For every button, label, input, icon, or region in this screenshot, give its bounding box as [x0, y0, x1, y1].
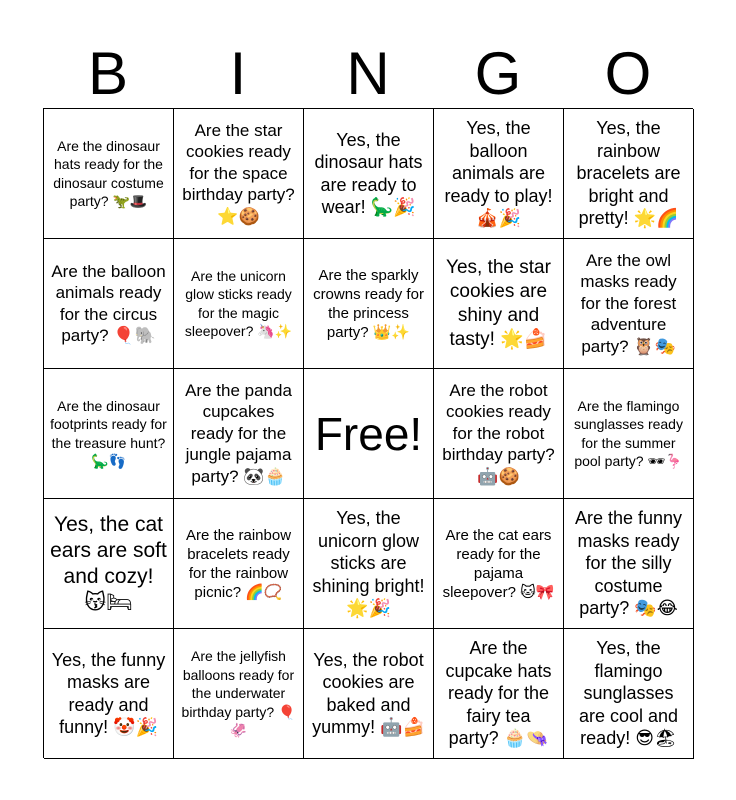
cell-text: Are the star cookies ready for the space birthday party? ⭐🍪: [182, 120, 295, 226]
cell-text: Are the cat ears ready for the pajama sleepover? 🐱🎀: [442, 526, 555, 601]
bingo-cell-r4-c1[interactable]: [44, 499, 174, 629]
bingo-cell-r4-c4[interactable]: [434, 499, 564, 629]
header-letter-i: I: [229, 40, 247, 107]
bingo-card: [43, 108, 693, 758]
bingo-header: [43, 40, 693, 108]
bingo-cell-r1-c4[interactable]: [434, 109, 564, 239]
cell-text: Are the robot cookies ready for the robot birthday party? 🤖🍪: [442, 380, 555, 486]
cell-text: Are the unicorn glow sticks ready for the magic sleepover? 🦄✨: [184, 267, 293, 339]
bingo-cell-r4-c2[interactable]: [174, 499, 304, 629]
bingo-cell-r5-c4[interactable]: [434, 629, 564, 759]
bingo-cell-r1-c2[interactable]: [174, 109, 304, 239]
bingo-cell-r3-c4[interactable]: [434, 369, 564, 499]
cell-text: Are the funny masks ready for the silly costume party? 🎭😂: [574, 508, 683, 619]
cell-text: Are the balloon animals ready for the circus party? 🎈🐘: [51, 261, 166, 345]
header-letter-b: B: [87, 40, 129, 107]
bingo-cell-r5-c1[interactable]: [44, 629, 174, 759]
bingo-cell-r2-c3[interactable]: [304, 239, 434, 369]
cell-text: Yes, the cat ears are soft and cozy! 😽🛏: [50, 512, 167, 614]
bingo-cell-r1-c3[interactable]: [304, 109, 434, 239]
cell-text: Are the dinosaur footprints ready for the treasure hunt? 🦕👣: [50, 397, 167, 469]
bingo-cell-r2-c1[interactable]: [44, 239, 174, 369]
cell-text: Yes, the balloon animals are ready to play! 🎪🎉: [444, 118, 553, 229]
bingo-cell-r3-c1[interactable]: [44, 369, 174, 499]
bingo-cell-r4-c5[interactable]: [564, 499, 694, 629]
cell-text: Are the panda cupcakes ready for the jungle pajama party? 🐼🧁: [185, 380, 292, 486]
cell-text: Yes, the robot cookies are baked and yummy! 🤖🍰: [312, 649, 425, 737]
bingo-cell-r5-c2[interactable]: [174, 629, 304, 759]
header-letter-g: G: [474, 40, 522, 107]
bingo-cell-r2-c4[interactable]: [434, 239, 564, 369]
free-space-label: Free!: [314, 407, 423, 460]
bingo-cell-free[interactable]: [304, 369, 434, 499]
cell-text: Yes, the funny masks are ready and funny! 🤡🎉: [51, 649, 166, 737]
bingo-cell-r2-c5[interactable]: [564, 239, 694, 369]
bingo-cell-r2-c2[interactable]: [174, 239, 304, 369]
bingo-cell-r1-c1[interactable]: [44, 109, 174, 239]
header-letter-o: O: [604, 40, 652, 107]
cell-text: Are the dinosaur hats ready for the dinosaur costume party? 🦖🎩: [53, 137, 164, 209]
cell-text: Are the rainbow bracelets ready for the rainbow picnic? 🌈📿: [185, 526, 292, 601]
cell-text: Yes, the flamingo sunglasses are cool and ready! 😎🏖: [578, 638, 679, 749]
bingo-cell-r4-c3[interactable]: [304, 499, 434, 629]
cell-text: Are the jellyfish balloons ready for the underwater birthday party? 🎈🦑: [181, 648, 296, 739]
bingo-cell-r3-c5[interactable]: [564, 369, 694, 499]
cell-text: Are the flamingo sunglasses ready for the summer pool party? 🕶🦩: [574, 397, 683, 469]
bingo-cell-r5-c3[interactable]: [304, 629, 434, 759]
cell-text: Yes, the star cookies are shiny and tasty! 🌟🍰: [446, 256, 551, 350]
cell-text: Are the sparkly crowns ready for the princess party? 👑✨: [313, 266, 424, 341]
cell-text: Are the cupcake hats ready for the fairy tea party? 🧁👒: [445, 638, 552, 749]
bingo-cell-r1-c5[interactable]: [564, 109, 694, 239]
bingo-cell-r3-c2[interactable]: [174, 369, 304, 499]
cell-text: Yes, the unicorn glow sticks are shining bright! 🌟🎉: [312, 508, 425, 619]
cell-text: Yes, the dinosaur hats are ready to wear! 🦕🎉: [314, 129, 423, 217]
cell-text: Yes, the rainbow bracelets are bright and pretty! 🌟🌈: [576, 118, 681, 229]
bingo-cell-r5-c5[interactable]: [564, 629, 694, 759]
cell-text: Are the owl masks ready for the forest adventure party? 🦉🎭: [580, 250, 677, 356]
header-letter-n: N: [346, 40, 390, 107]
